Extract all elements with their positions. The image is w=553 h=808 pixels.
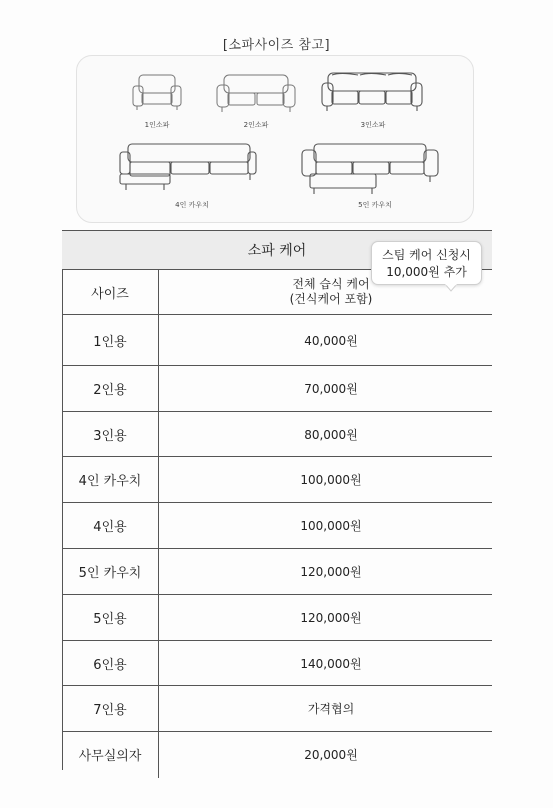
row-size: 1인용 [62,315,159,366]
row-size: 4인용 [62,503,159,549]
table-row [62,457,492,503]
row-price: 140,000원 [159,641,493,686]
sofa-care-price-table [62,230,492,778]
table-row [62,732,492,778]
row-price: 40,000원 [159,315,493,366]
tooltip-line1: 스팀 케어 신청시 [382,248,471,262]
table-row [62,315,492,366]
five-seat-couch-icon [300,140,440,198]
row-size: 사무실의자 [62,732,159,778]
sofa-label-3: 3인소파 [360,121,386,129]
row-size: 2인용 [62,366,159,412]
row-price: 20,000원 [304,748,358,763]
table-row [62,595,492,641]
reference-title: [소파사이즈 참고] [222,38,331,53]
sofa-label-5: 5인 카우치 [358,201,392,209]
row-price: 70,000원 [159,366,493,412]
row-price: 가격협의 [159,686,493,732]
row-price: 100,000원 [159,457,493,503]
row-price: 100,000원 [159,503,493,549]
row-size: 6인용 [62,641,159,686]
armchair-icon [131,72,183,112]
row-size: 5인용 [62,595,159,641]
table-row [62,686,492,732]
three-seat-sofa-icon [320,70,424,114]
table-row [62,503,492,549]
table-title: 소파 케어 [62,231,492,270]
table-row [62,412,492,457]
loveseat-icon [215,72,297,114]
table-row [62,641,492,686]
sofa-label-2: 2인소파 [243,121,269,129]
sofa-label-1: 1인소파 [144,121,170,129]
header-care-line1: 전체 습식 케어 [292,277,370,291]
table-row [62,366,492,412]
row-size: 4인 카우치 [62,457,159,503]
header-care-line2: (건식케어 포함) [289,292,373,306]
four-seat-couch-icon [118,140,258,194]
row-size: 5인 카우치 [62,549,159,595]
sofa-label-4: 4인 카우치 [175,201,209,209]
row-size: 7인용 [62,686,159,732]
row-size: 3인용 [62,412,159,457]
row-price: 120,000원 [159,595,493,641]
tooltip-line2: 10,000원 추가 [386,265,467,279]
row-price: 80,000원 [159,412,493,457]
table-row [62,549,492,595]
tooltip-tail-icon [445,284,457,292]
steam-care-tooltip [371,241,482,285]
header-size: 사이즈 [62,270,159,315]
row-price: 120,000원 [159,549,493,595]
